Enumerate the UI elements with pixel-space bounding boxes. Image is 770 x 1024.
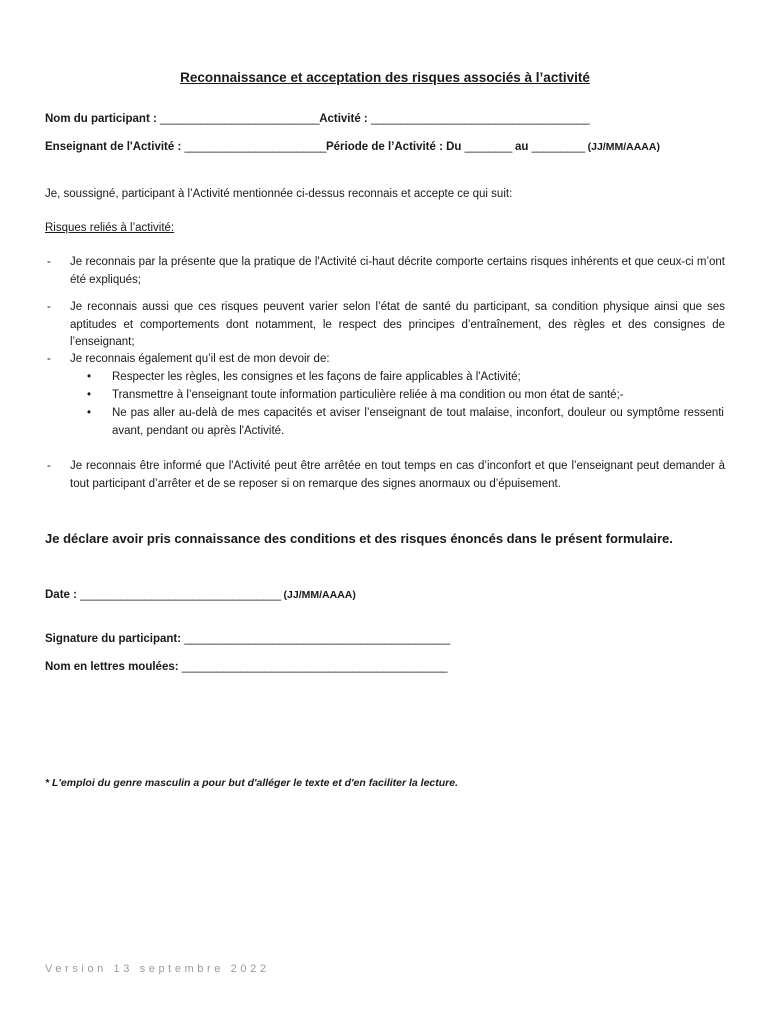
activity-field[interactable]: _____________________________________: [370, 113, 590, 125]
teacher-period-line: [45, 141, 660, 153]
bullet-item: [87, 369, 724, 387]
teacher-label: Enseignant de l'Activité :: [45, 141, 185, 153]
dash-marker: -: [47, 353, 51, 365]
list-item-text: Je reconnais également qu’il est de mon devoir de:: [70, 353, 330, 365]
participant-activity-line: [45, 113, 589, 125]
period-label: Période de l’Activité : Du: [325, 141, 465, 153]
period-from-field[interactable]: ________: [464, 141, 512, 153]
signature-label: Signature du participant:: [45, 633, 185, 645]
period-to-field[interactable]: _________: [531, 141, 585, 153]
dash-marker: -: [47, 301, 51, 313]
date-line: [45, 589, 356, 601]
period-format-hint: (JJ/MM/AAAA): [584, 141, 660, 153]
printed-name-line: [45, 661, 447, 673]
participant-label: Nom du participant :: [45, 113, 160, 125]
activity-label: Activité :: [319, 113, 371, 125]
bullet-marker: •: [87, 371, 92, 383]
printed-name-field[interactable]: _____________________________________________: [181, 661, 448, 673]
list-item: [45, 299, 725, 352]
intro-text: Je, soussigné, participant à l’Activité mentionnée ci-dessus reconnais et accepte ce qui suit:: [45, 188, 513, 200]
dash-marker: -: [47, 460, 51, 472]
date-format-hint: (JJ/MM/AAAA): [280, 589, 356, 601]
dash-marker: -: [47, 256, 51, 268]
teacher-field[interactable]: ________________________: [184, 141, 326, 153]
document-title: Reconnaissance et acceptation des risques associés à l’activité: [180, 70, 590, 85]
bullet-item-text: Respecter les règles, les consignes et les façons de faire applicables à l'Activité;: [112, 371, 521, 383]
signature-line: [45, 633, 450, 645]
bullet-item: [87, 387, 724, 405]
gender-note: * L'emploi du genre masculin a pour but d'alléger le texte et d'en faciliter la lecture.: [45, 777, 459, 789]
period-to-label: au: [511, 141, 532, 153]
list-item: [45, 458, 725, 493]
list-item: [45, 351, 725, 369]
declaration-text: Je déclare avoir pris connaissance des conditions et des risques énoncés dans le présent formulaire.: [45, 531, 673, 546]
version-footer: Version 13 septembre 2022: [45, 963, 270, 975]
date-field[interactable]: __________________________________: [80, 589, 281, 601]
participant-name-field[interactable]: ___________________________: [160, 113, 320, 125]
date-label: Date :: [45, 589, 81, 601]
bullet-marker: •: [87, 389, 92, 401]
bullet-item-text: Ne pas aller au-delà de mes capacités et aviser l’enseignant de tout malaise, inconfort, douleur ou symptôme ressenti avant, pendant ou après l'Activité.: [112, 407, 724, 437]
bullet-marker: •: [87, 407, 92, 419]
risks-heading: Risques reliés à l’activité:: [45, 222, 175, 234]
signature-field[interactable]: _____________________________________________: [184, 633, 450, 645]
list-item-text: Je reconnais par la présente que la pratique de l'Activité ci-haut décrite comporte certains risques inhérents et que ceux-ci m’ont été expliqués;: [70, 256, 725, 286]
printed-name-label: Nom en lettres moulées:: [45, 661, 182, 673]
list-item: [45, 254, 725, 289]
list-item-text: Je reconnais aussi que ces risques peuvent varier selon l’état de santé du participant, sa condition physique ainsi que ses aptitudes et comportements dont notamment, le respect des principes d’entraînement, des règles et des consignes de l’enseignant;: [70, 301, 725, 348]
bullet-item-text: Transmettre à l’enseignant toute information particulière reliée à ma condition ou mon état de santé;-: [112, 389, 624, 401]
bullet-item: [87, 405, 724, 440]
list-item-text: Je reconnais être informé que l'Activité peut être arrêtée en tout temps en cas d’inconfort et que l’enseignant peut demander à tout participant d’arrêter et de se reposer si on remarque des signes anormaux ou d’épuisement.: [70, 460, 725, 490]
